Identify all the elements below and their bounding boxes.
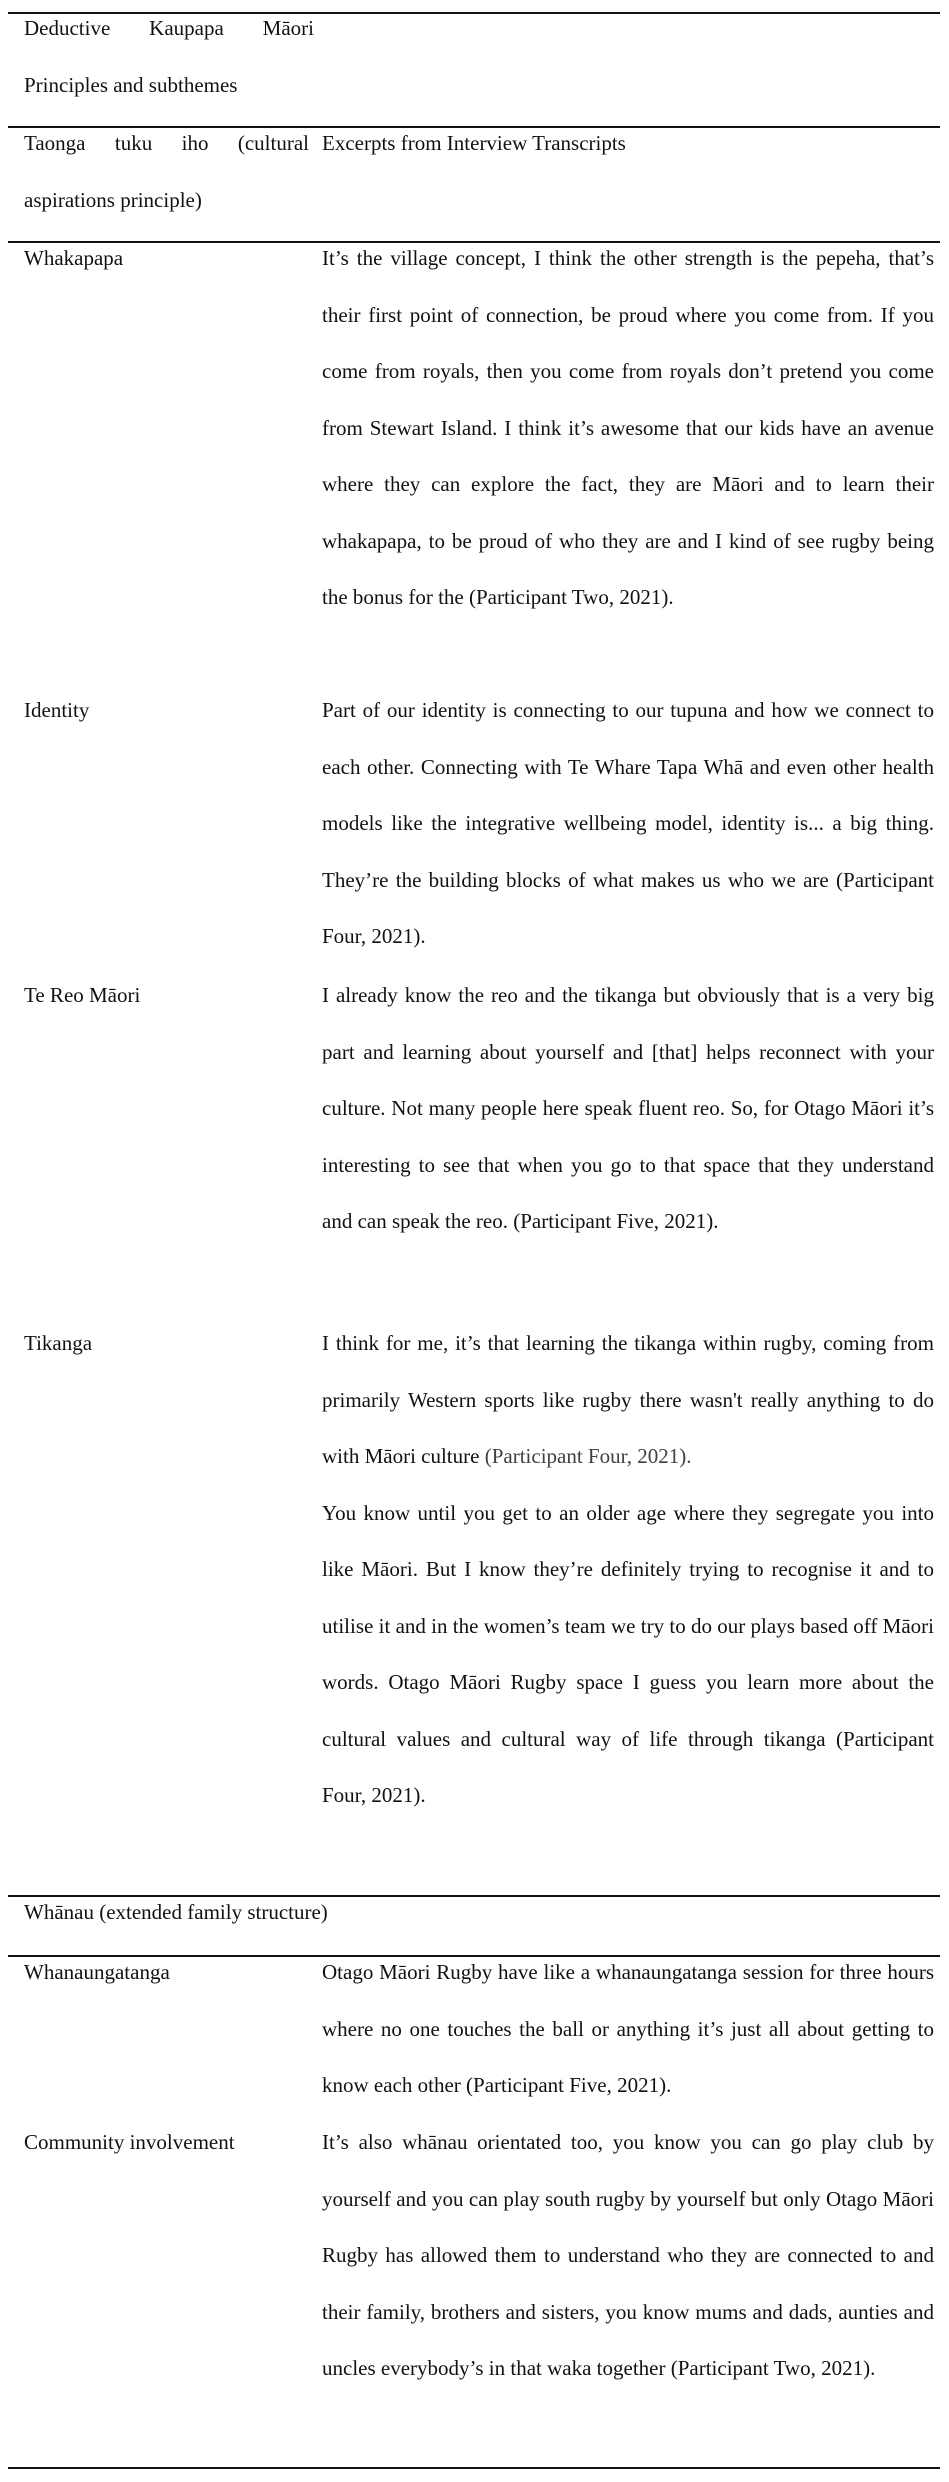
excerpt-whakapapa: It’s the village concept, I think the other strength is the pepeha, that’s their first point of connection, be proud where you come from. If you come from royals, then you come from royals don’t pretend you come from Stewart Island. I think it’s awesome that our kids have an avenue where they can explore the fact, they are Māori and to learn their whakapapa, to be proud of who they are and I kind of see rugby being the bonus for the (Participant Two, 2021).: [322, 246, 934, 609]
excerpt-tikanga-b: You know until you get to an older age where they segregate you into like Māori. But I know they’re definitely trying to recognise it and to utilise it and in the women’s team we try to do our plays based off Māori words. Otago Māori Rugby space I guess you learn more about the cultural values and cultural way of life through tikanga (Participant Four, 2021).: [322, 1500, 934, 1807]
excerpt-identity: Part of our identity is connecting to our tupuna and how we connect to each other. Connecting with Te Whare Tapa Whā and even other health models like the integrative wellbeing model, identity is... a big thing. They’re the building blocks of what makes us who we are (Participant Four, 2021).: [322, 698, 934, 948]
section-taonga-tuku-iho-label: Taonga tuku iho (cultural aspirations principle): [24, 131, 309, 212]
section-whanau-label: Whānau (extended family structure): [24, 1900, 328, 1924]
subtheme-whanaungatanga: Whanaungatanga: [24, 1960, 170, 1984]
citation-muted: (Participant Four, 2021).: [484, 1444, 692, 1468]
excerpt-community-involvement: It’s also whānau orientated too, you know you can go play club by yourself and you can play south rugby by yourself but only Otago Māori Rugby has allowed them to understand who they are connected to and their family, brothers and sisters, you know mums and dads, aunties and uncles everybody’s in that waka together (Participant Two, 2021).: [322, 2130, 934, 2380]
subtheme-community-involvement: Community involvement: [24, 2130, 235, 2154]
excerpts-column-heading: Excerpts from Interview Transcripts: [322, 131, 626, 155]
subtheme-whakapapa: Whakapapa: [24, 246, 124, 270]
table-bottom-rule: [8, 2467, 940, 2469]
excerpt-tikanga: [322, 1315, 934, 1824]
header-principles-subthemes: Deductive Kaupapa Māori Principles and subthemes: [24, 16, 314, 97]
excerpt-tikanga-a: I think for me, it’s that learning the tikanga within rugby, coming from primarily Western sports like rugby there wasn't really anything to do with Māori culture (Participant Four, 2021).: [322, 1331, 934, 1468]
subtheme-te-reo-maori: Te Reo Māori: [24, 983, 141, 1007]
subtheme-identity: Identity: [24, 698, 90, 722]
excerpt-te-reo-maori: I already know the reo and the tikanga but obviously that is a very big part and learning about yourself and [that] helps reconnect with your culture. Not many people here speak fluent reo. So, for Otago Māori it’s interesting to see that when you go to that space that they understand and can speak the reo. (Participant Five, 2021).: [322, 983, 934, 1233]
subtheme-tikanga: Tikanga: [24, 1331, 93, 1355]
excerpt-whanaungatanga: Otago Māori Rugby have like a whanaungatanga session for three hours where no one touches the ball or anything it’s just all about getting to know each other (Participant Five, 2021).: [322, 1960, 934, 2097]
